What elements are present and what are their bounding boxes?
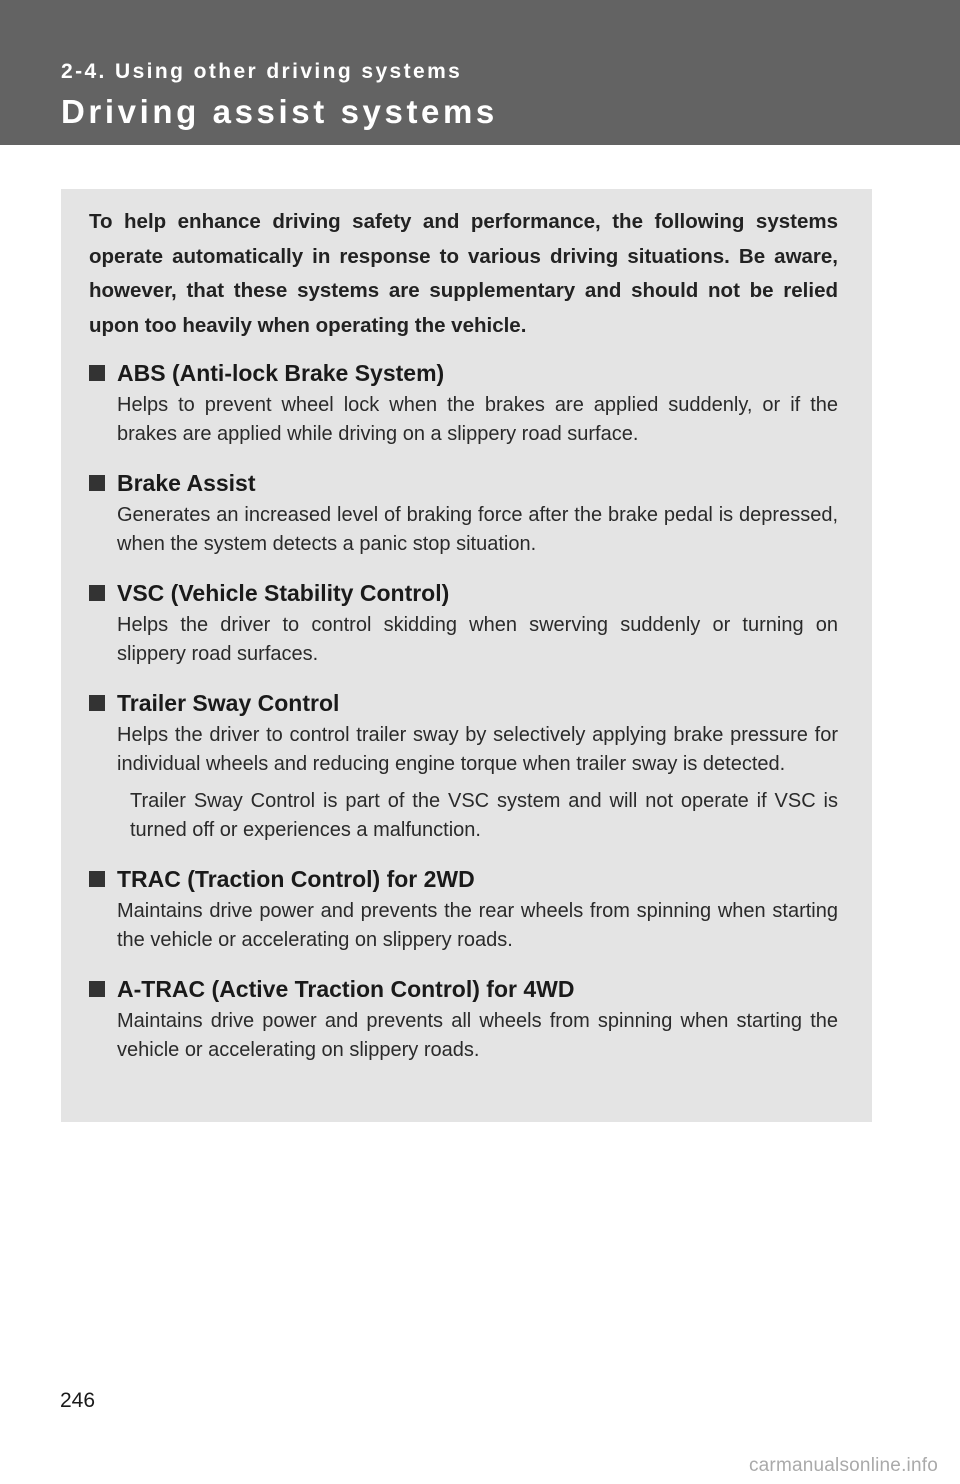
item-a-trac [89, 974, 838, 1065]
item-title: ABS (Anti-lock Brake System) [117, 360, 445, 386]
item-title: TRAC (Traction Control) for 2WD [117, 866, 475, 892]
item-desc: Helps to prevent wheel lock when the brakes are applied suddenly, or if the brakes are applied while driving on a slippery road surface. [117, 394, 838, 445]
watermark-text: carmanualsonline.info [748, 1455, 938, 1476]
content-box [61, 189, 872, 1122]
item-desc: Generates an increased level of braking force after the brake pedal is depressed, when the system detects a panic stop situation. [117, 504, 838, 555]
square-bullet-icon [89, 695, 105, 711]
square-bullet-icon [89, 871, 105, 887]
item-desc: Helps the driver to control trailer sway by selectively applying brake pressure for individual wheels and reducing engine torque when trailer sway is detected. [117, 724, 838, 775]
item-title: Brake Assist [117, 470, 256, 496]
square-bullet-icon [89, 365, 105, 381]
item-vsc [89, 578, 838, 669]
page-number: 246 [60, 1389, 96, 1412]
square-bullet-icon [89, 475, 105, 491]
square-bullet-icon [89, 585, 105, 601]
square-bullet-icon [89, 981, 105, 997]
item-desc: Helps the driver to control skidding when swerving suddenly or turning on slippery road surfaces. [117, 614, 838, 665]
item-title: VSC (Vehicle Stability Control) [117, 580, 450, 606]
item-trailer-sway [89, 688, 838, 845]
page-header [0, 0, 960, 145]
item-desc: Maintains drive power and prevents all wheels from spinning when starting the vehicle or accelerating on slippery roads. [117, 1010, 838, 1061]
intro-text: To help enhance driving safety and performance, the following systems operate automatically in response to various driving situations. Be aware, however, that these systems are supplementary and should not be relied upon too heavily when operating the vehicle. [89, 210, 838, 337]
item-title: A-TRAC (Active Traction Control) for 4WD [117, 976, 575, 1002]
item-trac [89, 864, 838, 955]
item-brake-assist [89, 468, 838, 559]
item-desc: Maintains drive power and prevents the rear wheels from spinning when starting the vehicle or accelerating on slippery roads. [117, 900, 838, 951]
item-note: Trailer Sway Control is part of the VSC system and will not operate if VSC is turned off or experiences a malfunction. [130, 790, 838, 841]
item-title: Trailer Sway Control [117, 690, 340, 716]
section-label: 2-4. Using other driving systems [61, 60, 463, 83]
item-abs [89, 358, 838, 449]
page-title: Driving assist systems [61, 93, 498, 130]
